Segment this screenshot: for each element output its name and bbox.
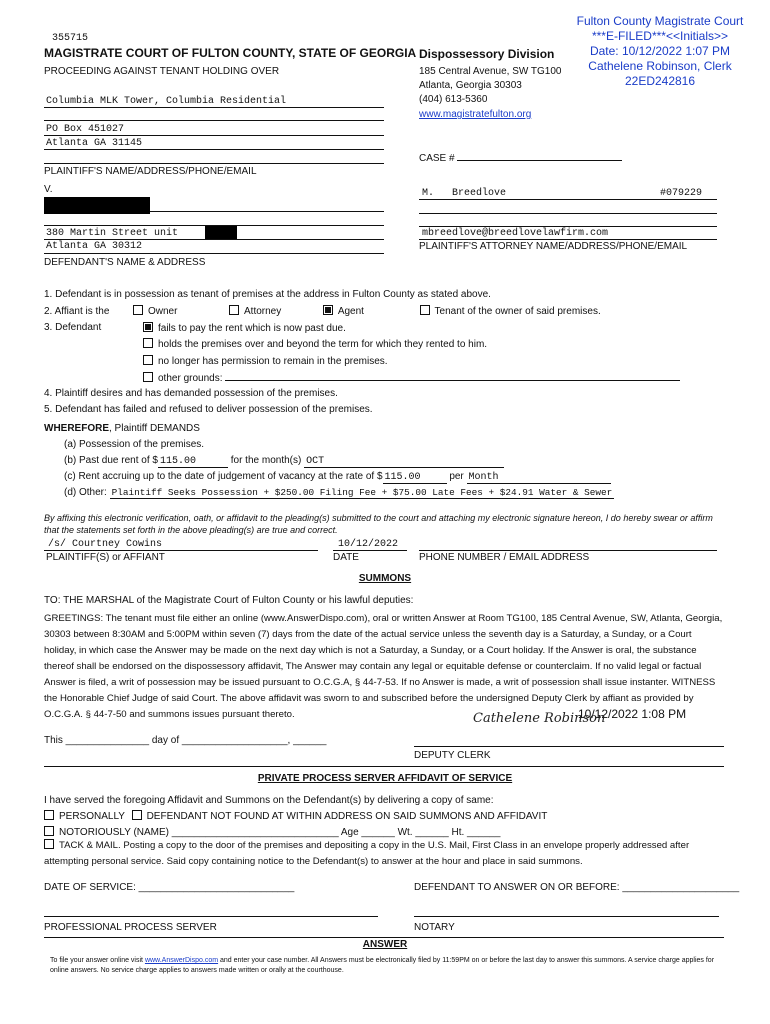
court-website-link[interactable]: www.magistratefulton.org: [419, 109, 532, 120]
allegation-3: 3. Defendant: [44, 322, 102, 333]
holdover-checkbox[interactable]: [143, 338, 153, 348]
redacted-unit: [205, 226, 237, 239]
plaintiff-label: PLAINTIFF'S NAME/ADDRESS/PHONE/EMAIL: [44, 166, 257, 177]
tack-mail-label: TACK & MAIL. Posting a copy to the door of the premises and depositing a copy in the U.S. Mail, First Class in an envelope properly addressed after attempting personal service. Said copy containing notice to the Defendant(s) to answer at the hour and place in said summons.: [44, 840, 690, 867]
versus-label: V.: [44, 184, 53, 195]
notary-label: NOTARY: [414, 922, 455, 933]
court-address-1: 185 Central Avenue, SW TG100: [419, 66, 562, 77]
reason-unpaid-rent: [143, 322, 346, 334]
court-phone: (404) 613-5360: [419, 94, 488, 105]
past-due-rent-amount: 115.00: [158, 456, 228, 468]
attorney-name: M. Breedlove: [422, 188, 507, 199]
answer-instructions: [50, 956, 730, 976]
summons-greetings: GREETINGS: The tenant must file either an online (www.AnswerDispo.com), oral or written Answer at Room TG100, 185 Central Avenue, SW, Atlanta, Georgia, 30303 between 8:30AM and 5:00PM within seven (7) days from the date of the actual service unless the seventh day is a Saturday, a Sunday, or a Court holiday, in which case the Answer may be made on the next day which is not a Saturday, a Sunday, or a Court holiday. If the Answer is oral, the substance thereof shall be endorsed on the dispossessory affidavit, The Answer may contain any legal or equitable defense or counterclaim. If no valid legal or factual Answer is filed, a writ of possession may be issued pursuant to O.C.G.A, § 44-7-53. If no Answer is made, a writ of possession shall issue instanter. WITNESS the Honorable Chief Judge of said Court. The above affidavit was sworn to and subscribed before the undersigned Deputy Clerk by affiant as provided by O.C.G.A. § 44-7-50 and summons issues pursuant thereto.: [44, 613, 723, 720]
top-case-number: 355715: [52, 33, 89, 44]
summons-to: TO: THE MARSHAL of the Magistrate Court of Fulton County or his lawful deputies:: [44, 595, 414, 606]
efile-stamp: [560, 14, 760, 89]
past-due-months: OCT: [304, 456, 504, 468]
defendant-label: DEFENDANT'S NAME & ADDRESS: [44, 257, 206, 268]
plaintiff-signature: /s/ Courtney Cowins: [48, 539, 163, 550]
summons-title: SUMMONS: [358, 573, 412, 584]
demand-d: [64, 487, 614, 499]
agent-checkbox[interactable]: [323, 305, 333, 315]
accruing-rent-period: Month: [467, 472, 611, 484]
service-tack-mail: [44, 838, 724, 870]
stamp-court: Fulton County Magistrate Court: [576, 14, 744, 28]
answer-text-post: and enter your case number. All Answers must be electronically filed by 11:59PM on or before the last day to answer this summons. A service charge applies for online answers. No service charge applies to answers made written or orally at the courthouse.: [50, 957, 715, 974]
notoriously-checkbox[interactable]: [44, 826, 54, 836]
answer-text-pre: To file your answer online visit: [50, 957, 145, 964]
allegation-1: 1. Defendant is in possession as tenant of premises at the address in Fulton County as stated above.: [44, 289, 491, 300]
answer-deadline: DEFENDANT TO ANSWER ON OR BEFORE: _____________________: [414, 882, 740, 893]
phone-email-label: PHONE NUMBER / EMAIL ADDRESS: [419, 552, 590, 563]
no-permission-checkbox[interactable]: [143, 355, 153, 365]
stamp-efiled: ***E-FILED***<<Initials>>: [591, 29, 729, 43]
tenant-owner-checkbox[interactable]: [420, 305, 430, 315]
attorney-label: PLAINTIFF'S ATTORNEY NAME/ADDRESS/PHONE/EMAIL: [419, 241, 688, 252]
allegation-4: 4. Plaintiff desires and has demanded possession of the premises.: [44, 388, 338, 399]
owner-label: Owner: [147, 306, 178, 317]
plaintiff-address-2: Atlanta GA 31145: [46, 138, 143, 149]
past-due-rent-label: (b) Past due rent of $: [64, 455, 158, 466]
other-demand-label: (d) Other:: [64, 487, 107, 498]
agent-label: Agent: [337, 306, 364, 317]
accruing-rent-amount: 115.00: [383, 472, 447, 484]
this-day-line: This _______________ day of ___________________, ______: [44, 735, 327, 746]
attorney-checkbox[interactable]: [229, 305, 239, 315]
not-found-label: DEFENDANT NOT FOUND AT WITHIN ADDRESS ON SAID SUMMONS AND AFFIDAVIT: [146, 811, 548, 822]
unpaid-rent-label: fails to pay the rent which is now past due.: [158, 323, 346, 334]
plaintiff-address-1: PO Box 451027: [46, 124, 125, 135]
unpaid-rent-checkbox[interactable]: [143, 322, 153, 332]
other-demand-value: Plaintiff Seeks Possession + $250.00 Filing Fee + $75.00 Late Fees + $24.91 Water & Sewer: [111, 487, 613, 498]
demand-c: [64, 471, 611, 484]
notoriously-label: NOTORIOUSLY (NAME) ______________________________ Age ______ Wt. ______ Ht. ______: [59, 827, 501, 838]
redacted-defendant-name: [44, 197, 150, 214]
personally-checkbox[interactable]: [44, 810, 54, 820]
demand-a: (a) Possession of the premises.: [64, 439, 205, 450]
service-notoriously: [44, 826, 500, 838]
personally-label: PERSONALLY: [59, 811, 125, 822]
deputy-clerk-signature: Cathelene Robinson: [473, 711, 606, 726]
date-label: DATE: [333, 552, 359, 563]
answer-title: ANSWER: [362, 939, 408, 950]
other-grounds-label: other grounds:: [158, 373, 226, 384]
affidavit-title: PRIVATE PROCESS SERVER AFFIDAVIT OF SERVICE: [257, 773, 513, 784]
accruing-rent-label: (c) Rent accruing up to the date of judgement of vacancy at the rate of $: [64, 471, 383, 482]
holdover-label: holds the premises over and beyond the term for which they rented to him.: [158, 339, 488, 350]
affirmation-text: By affixing this electronic verification, oath, or affidavit to the pleading(s) submitted to the court and attaching my electronic signature hereon, I do hereby swear or affirm that the statements set forth in the above pleading(s) are true and correct.: [44, 513, 713, 535]
division-title: Dispossessory Division: [419, 47, 555, 61]
court-address-2: Atlanta, Georgia 30303: [419, 80, 522, 91]
service-personally: [44, 810, 547, 822]
plaintiff-name: Columbia MLK Tower, Columbia Residential: [46, 96, 287, 107]
summons-timestamp: 10/12/2022 1:08 PM: [578, 707, 687, 721]
answer-dispo-link[interactable]: www.AnswerDispo.com: [144, 957, 219, 964]
defendant-address-2: Atlanta GA 30312: [46, 241, 143, 252]
demands-label: , Plaintiff DEMANDS: [109, 423, 200, 434]
tenant-owner-label: Tenant of the owner of said premises.: [434, 306, 601, 317]
other-grounds-checkbox[interactable]: [143, 372, 153, 382]
deputy-clerk-label: DEPUTY CLERK: [414, 750, 491, 761]
process-server-label: PROFESSIONAL PROCESS SERVER: [44, 922, 217, 933]
demand-b: [64, 455, 504, 468]
per-label: per: [449, 471, 464, 482]
no-permission-label: no longer has permission to remain in the premises.: [158, 356, 388, 367]
tack-mail-checkbox[interactable]: [44, 839, 54, 849]
defendant-address-1: 380 Martin Street unit: [46, 228, 179, 239]
allegation-2: [44, 305, 601, 317]
wherefore-line: [44, 423, 200, 434]
date-of-service: DATE OF SERVICE: ____________________________: [44, 882, 295, 893]
stamp-date: Date: 10/12/2022 1:07 PM: [589, 44, 731, 58]
stamp-clerk: Cathelene Robinson, Clerk: [588, 59, 732, 73]
attorney-email: mbreedlove@breedlovelawfirm.com: [422, 228, 609, 239]
allegation-2-label: 2. Affiant is the: [44, 306, 110, 317]
reason-no-permission: [143, 355, 388, 367]
proceeding-label: PROCEEDING AGAINST TENANT HOLDING OVER: [44, 66, 280, 77]
affiant-label: PLAINTIFF(S) or AFFIANT: [46, 552, 165, 563]
allegation-5: 5. Defendant has failed and refused to deliver possession of the premises.: [44, 404, 373, 415]
attorney-option-label: Attorney: [244, 306, 282, 317]
court-title: MAGISTRATE COURT OF FULTON COUNTY, STATE OF GEORGIA: [44, 46, 417, 60]
reason-other: [143, 372, 680, 384]
affidavit-intro: I have served the foregoing Affidavit and Summons on the Defendant(s) by delivering a copy of same:: [44, 795, 494, 806]
months-label: for the month(s): [230, 455, 302, 466]
wherefore-label: WHEREFORE: [44, 423, 109, 434]
case-number-field: [419, 153, 622, 164]
owner-checkbox[interactable]: [133, 305, 143, 315]
reason-holdover: [143, 338, 487, 350]
affirmation-date: 10/12/2022: [338, 539, 399, 550]
attorney-bar-number: #079229: [660, 188, 703, 199]
stamp-number: 22ED242816: [624, 74, 696, 88]
case-number-label: CASE #: [419, 153, 458, 164]
not-found-checkbox[interactable]: [132, 810, 142, 820]
